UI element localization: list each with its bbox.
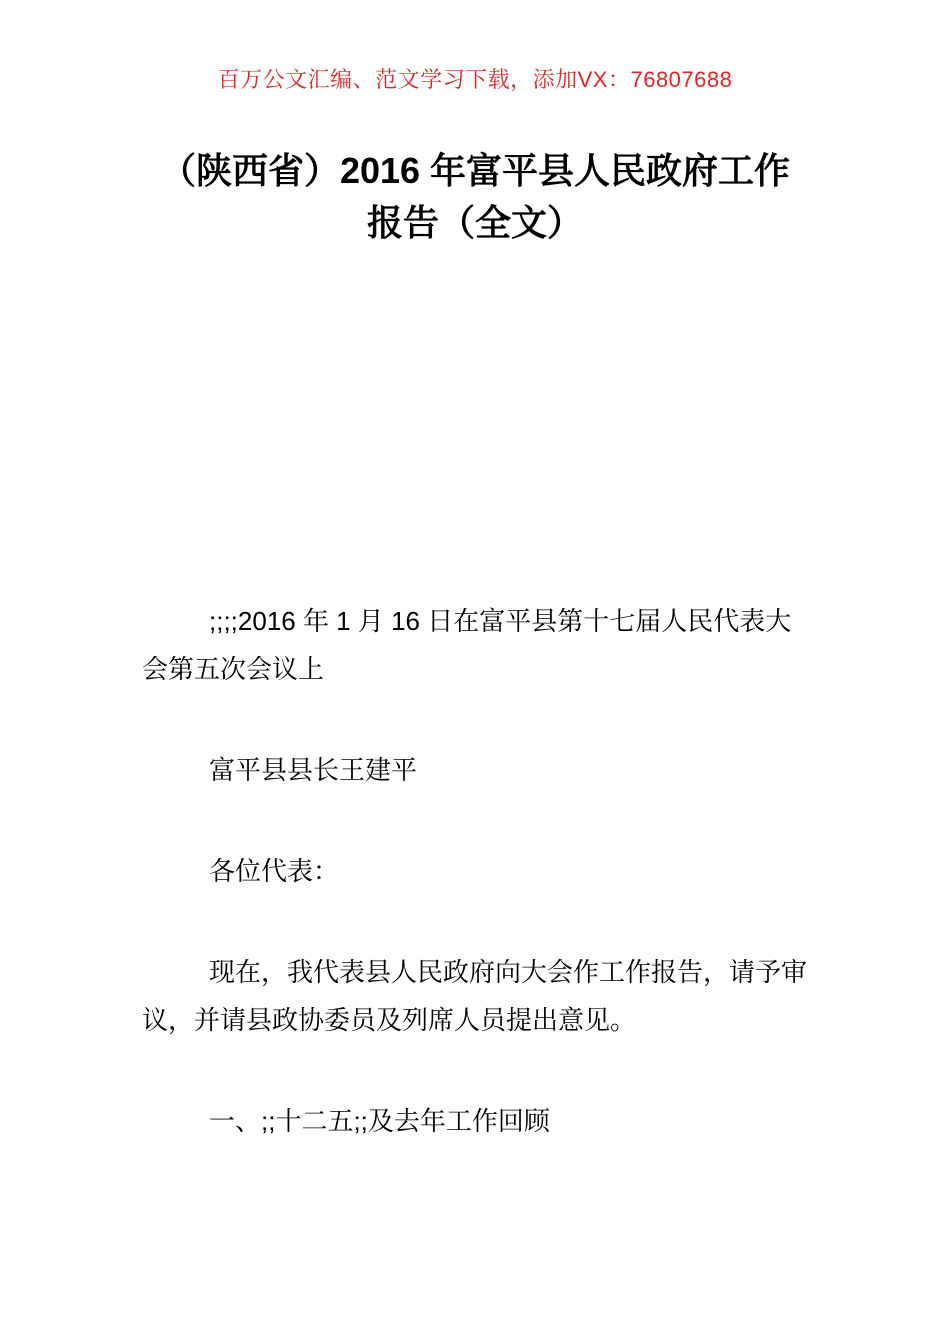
paragraph-meeting-date-line: ;;;;2016 年 1 月 16 日在富平县第十七届人民代表大会第五次会议上 [142, 606, 792, 684]
paragraph-section-heading: 一、;;十二五;;及去年工作回顾 [209, 1106, 550, 1136]
document-body [142, 597, 810, 1198]
document-title: （陕西省）2016 年富平县人民政府工作报告（全文） [159, 150, 791, 243]
paragraph-speaker-line: 富平县县长王建平 [209, 755, 418, 785]
paragraph-intro: 现在，我代表县人民政府向大会作工作报告，请予审议，并请县政协委员及列席人员提出意见。 [142, 957, 808, 1035]
paragraph-salutation: 各位代表： [209, 856, 340, 886]
promo-banner-text: 百万公文汇编、范文学习下载，添加VX：76807688 [217, 67, 733, 92]
